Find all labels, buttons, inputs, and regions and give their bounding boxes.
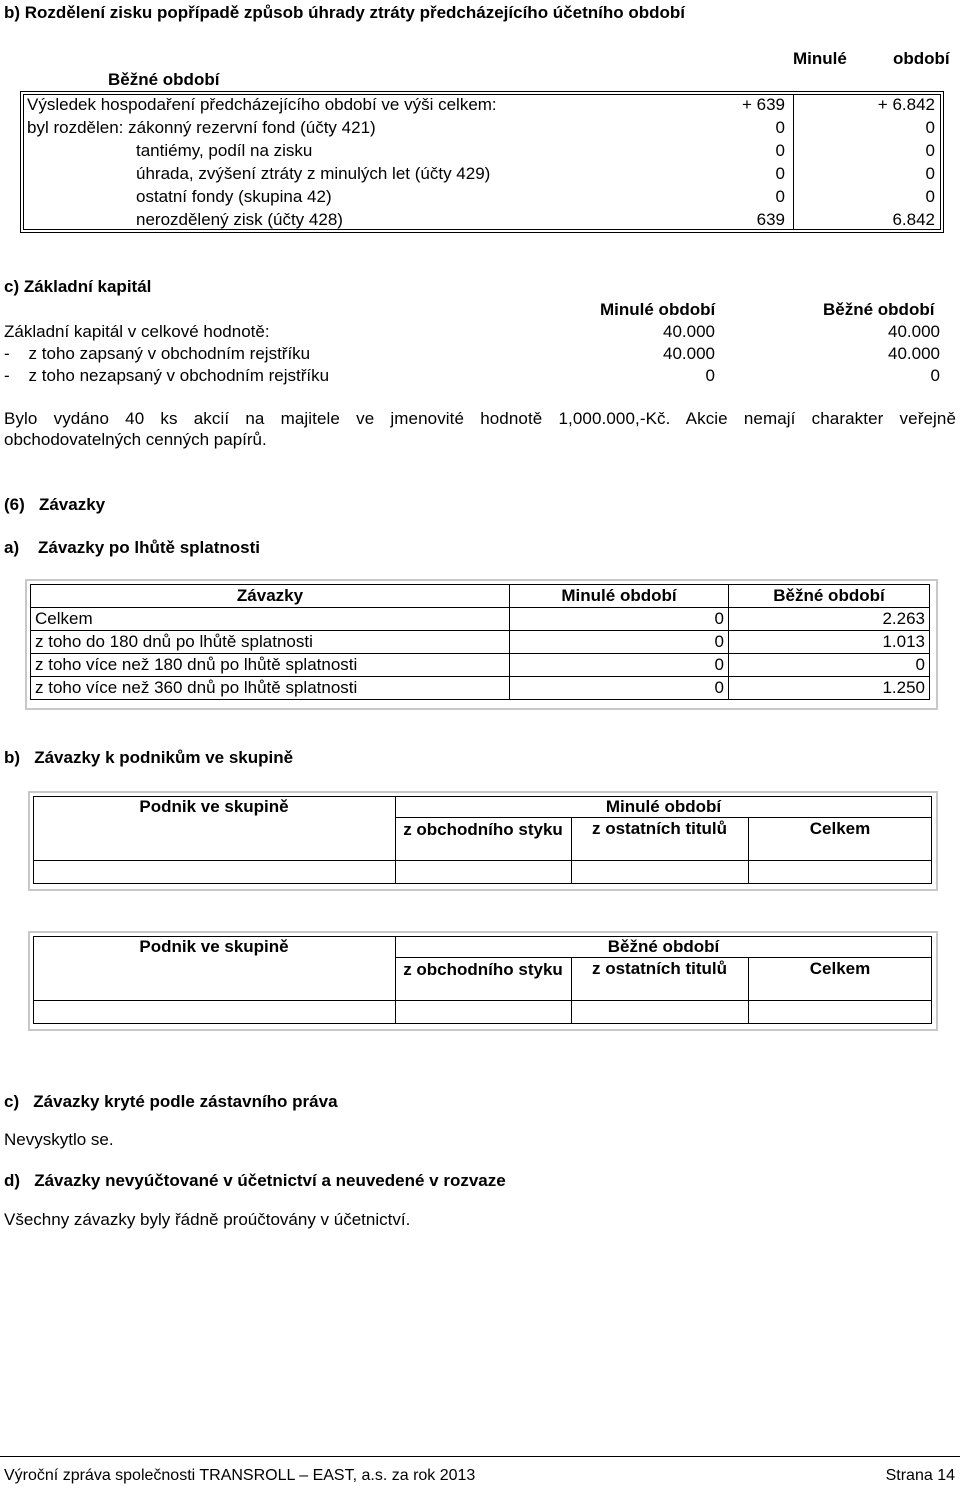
section-b-heading: b) Rozdělení zisku popřípadě způsob úhrady ztráty předcházejícího účetního období <box>4 3 685 22</box>
table-row <box>31 677 930 700</box>
group-col-period: Minulé období <box>605 797 722 816</box>
table-cell: 0 <box>510 654 729 677</box>
group-table-curr-divider <box>33 1000 932 1001</box>
profit-row-label: úhrada, zvýšení ztráty z minulých let (účty 429) <box>136 164 491 183</box>
profit-row-curr: 0 <box>925 164 935 183</box>
capital-row-curr: 40.000 <box>888 344 940 363</box>
profit-row-label: ostatní fondy (skupina 42) <box>136 187 332 206</box>
section-6d-text: Všechny závazky byly řádně proúčtovány v účetnictví. <box>4 1210 411 1229</box>
col-bezne-label: Běžné období <box>108 70 220 89</box>
overdue-table <box>30 584 930 700</box>
capital-row-curr: 40.000 <box>888 322 940 341</box>
table-cell: 2.263 <box>729 608 930 631</box>
profit-row-prev: 639 <box>756 210 785 229</box>
table-cell: Celkem <box>31 608 510 631</box>
table-row <box>31 608 930 631</box>
profit-row-prev: 0 <box>775 164 785 183</box>
table-cell: 0 <box>510 631 729 654</box>
profit-row-curr: 0 <box>925 187 935 206</box>
group-col-period: Běžné období <box>607 937 720 956</box>
footer-page-number: Strana 14 <box>885 1467 955 1484</box>
table-cell: z toho více než 180 dnů po lhůtě splatnosti <box>31 654 510 677</box>
group-sub-total: Celkem <box>809 959 871 978</box>
group-sub-total: Celkem <box>809 819 871 838</box>
group-col-company: Podnik ve skupině <box>139 937 289 956</box>
group-table-curr-divider <box>395 957 932 958</box>
profit-row-curr: + 6.842 <box>877 95 935 114</box>
table-row <box>31 654 930 677</box>
group-sub-other: z ostatních titulů <box>591 819 728 838</box>
profit-row-label: Výsledek hospodaření předcházejícího období ve výši celkem: <box>27 95 497 114</box>
capital-row-prev: 40.000 <box>663 322 715 341</box>
col-minule-label: Minulé <box>793 49 847 68</box>
profit-row-prev: 0 <box>775 141 785 160</box>
table-cell: z toho více než 360 dnů po lhůtě splatnosti <box>31 677 510 700</box>
table-header-cell: Běžné období <box>729 585 930 608</box>
section-c-heading: c) Základní kapitál <box>4 277 152 296</box>
section-6c-heading: c) Závazky kryté podle zástavního práva <box>4 1092 338 1111</box>
capital-note-line1: Bylo vydáno 40 ks akcií na majitele ve jmenovité hodnotě 1,000.000,-Kč. Akcie nemají charakter veřejně <box>4 409 956 428</box>
section-6c-text: Nevyskytlo se. <box>4 1130 114 1149</box>
section-6a-heading: a) Závazky po lhůtě splatnosti <box>4 538 260 557</box>
table-cell: z toho do 180 dnů po lhůtě splatnosti <box>31 631 510 654</box>
table-header-row <box>31 585 930 608</box>
capital-row-label: - z toho zapsaný v obchodním rejstříku <box>4 344 311 363</box>
table-header-cell: Minulé období <box>510 585 729 608</box>
table-cell: 0 <box>510 608 729 631</box>
table-row <box>31 631 930 654</box>
section-6d-heading: d) Závazky nevyúčtované v účetnictví a neuvedené v rozvaze <box>4 1171 506 1190</box>
group-sub-other: z ostatních titulů <box>591 959 728 978</box>
profit-row-prev: 0 <box>775 187 785 206</box>
capital-row-prev: 0 <box>705 366 715 385</box>
profit-row-curr: 0 <box>925 141 935 160</box>
footer-rule <box>0 1456 960 1457</box>
capital-col-curr: Běžné období <box>823 300 935 319</box>
profit-row-label: nerozdělený zisk (účty 428) <box>136 210 343 229</box>
table-cell: 1.013 <box>729 631 930 654</box>
capital-row-label: - z toho nezapsaný v obchodním rejstříku <box>4 366 330 385</box>
capital-row-curr: 0 <box>930 366 940 385</box>
col-obdobi-label: období <box>893 49 950 68</box>
profit-row-label: tantiémy, podíl na zisku <box>136 141 313 160</box>
capital-row-prev: 40.000 <box>663 344 715 363</box>
capital-note-line2: obchodovatelných cenných papírů. <box>4 430 267 449</box>
group-table-prev-divider <box>33 860 932 861</box>
group-col-company: Podnik ve skupině <box>139 797 289 816</box>
group-table-prev-divider <box>395 817 932 818</box>
capital-col-prev: Minulé období <box>600 300 716 319</box>
profit-row-label: byl rozdělen: zákonný rezervní fond (účty 421) <box>27 118 376 137</box>
capital-row-label: Základní kapitál v celkové hodnotě: <box>4 322 270 341</box>
group-sub-trade: z obchodního styku <box>403 820 563 839</box>
profit-row-curr: 6.842 <box>892 210 935 229</box>
profit-row-prev: + 639 <box>741 95 785 114</box>
group-sub-trade: z obchodního styku <box>403 960 563 979</box>
section-6b-heading: b) Závazky k podnikům ve skupině <box>4 748 294 767</box>
table-cell: 1.250 <box>729 677 930 700</box>
footer-left: Výroční zpráva společnosti TRANSROLL – EAST, a.s. za rok 2013 <box>4 1467 476 1484</box>
profit-row-prev: 0 <box>775 118 785 137</box>
profit-table-divider <box>793 94 794 230</box>
table-cell: 0 <box>510 677 729 700</box>
table-header-cell: Závazky <box>31 585 510 608</box>
section-6-heading: (6) Závazky <box>4 495 106 514</box>
profit-row-curr: 0 <box>925 118 935 137</box>
table-cell: 0 <box>729 654 930 677</box>
